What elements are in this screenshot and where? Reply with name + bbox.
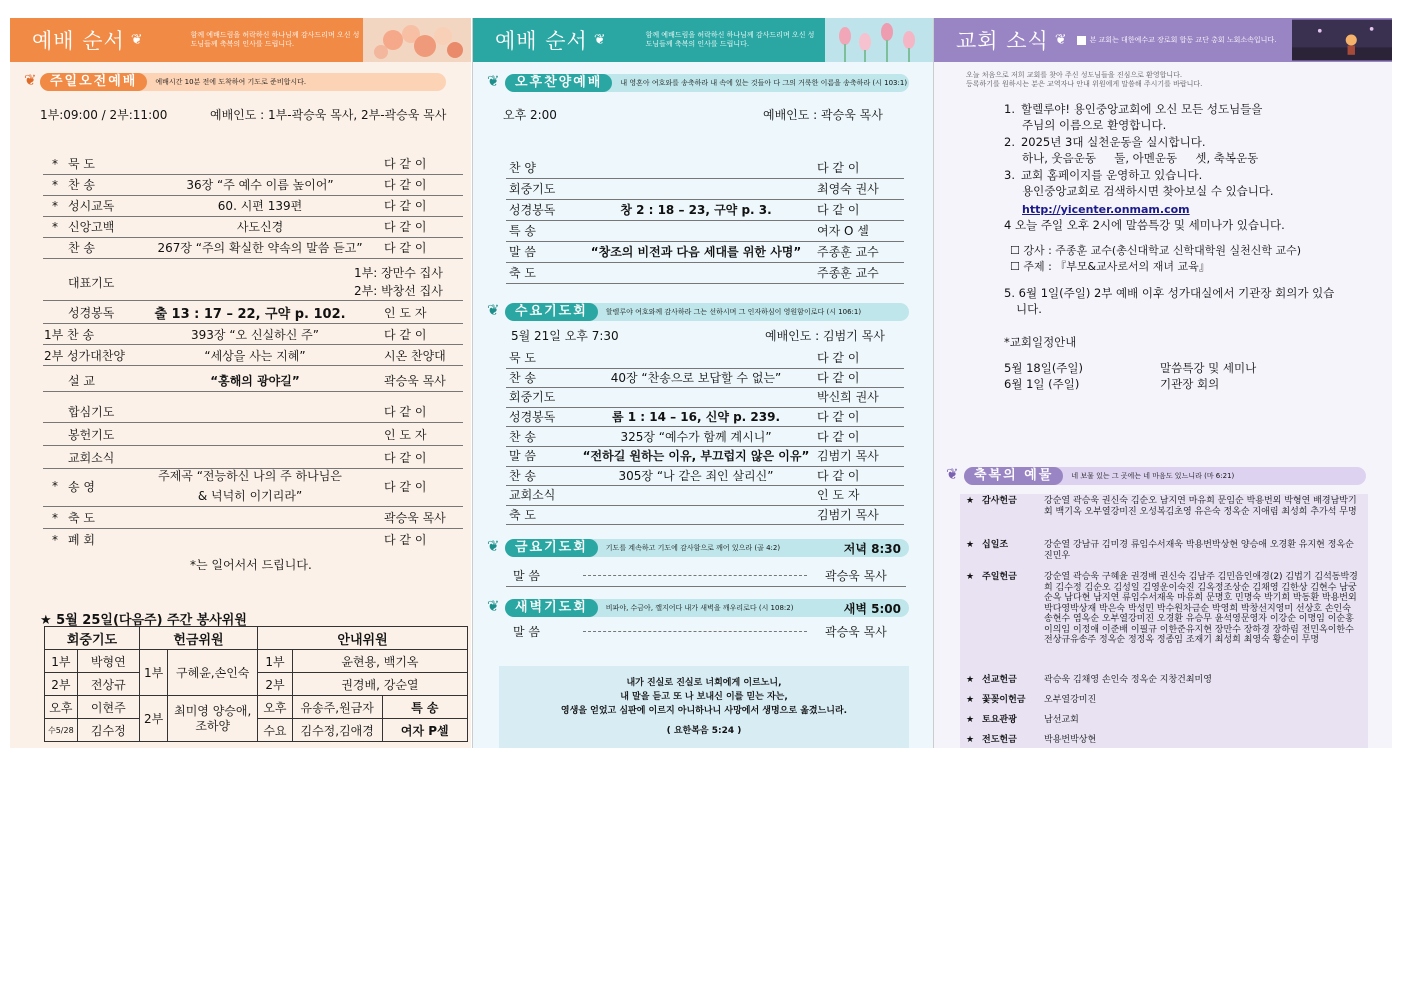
offering-star-icon: ★	[966, 715, 975, 725]
offering-category: 주일헌금	[982, 572, 1017, 582]
verse-reference: ( 요한복음 5:24 )	[666, 726, 742, 736]
order-who: 곽승욱 목사	[825, 568, 887, 583]
order-content: 325장 “예수가 함께 계시니”	[620, 429, 772, 444]
order-item: 축 도	[509, 266, 536, 280]
news-text: 4 오늘 주일 오후 2시에 말씀특강 및 세미나가 있습니다.	[1004, 218, 1285, 232]
offering-star-icon: ★	[966, 572, 975, 582]
section-banner-friday	[505, 539, 909, 557]
order-who: 다 같 이	[384, 220, 427, 234]
news-line	[1004, 135, 1258, 151]
news-text: 할렐루야! 용인중앙교회에 오신 모든 성도님들을	[1020, 102, 1263, 116]
tulip-photo	[825, 18, 933, 62]
order-row	[40, 195, 460, 216]
order-content: “전하길 원하는 이유, 부끄럽지 않은 이유”	[582, 449, 810, 464]
order-item: 성경봉독	[509, 410, 556, 425]
offering-star-icon: ★	[966, 496, 975, 506]
order-item: 대표기도	[68, 275, 115, 290]
service-leader	[765, 327, 885, 344]
order-who: 다 같 이	[384, 178, 427, 192]
stand-mark: *	[52, 198, 58, 213]
order-row	[503, 368, 923, 388]
order-item: 송 영	[68, 479, 95, 494]
schedule-title-text: *교회일정안내	[1004, 335, 1077, 349]
wheat-icon: ❦	[487, 597, 500, 615]
order-who: 다 같 이	[384, 479, 427, 494]
cell: 전상규	[77, 673, 139, 696]
stand-mark: *	[52, 156, 58, 171]
section-banner-offering	[964, 467, 1366, 485]
order-row	[503, 178, 923, 199]
worship-order-panel-morning	[10, 18, 471, 748]
order-content: 40장 “찬송으로 보답할 수 없는”	[610, 370, 782, 385]
leader-text: 예배인도 : 곽승욱 목사	[763, 108, 883, 122]
verse-box	[499, 666, 909, 748]
news-detail: ☐ 주제 : 『부모&교사로서의 재녀 교육』	[1010, 259, 1210, 273]
section-time: 저녁 8:30	[843, 541, 901, 556]
stand-mark: *	[52, 177, 58, 192]
order-who: 인 도 자	[384, 427, 427, 442]
cell: 이현주	[77, 696, 139, 719]
cell: 특 송	[382, 696, 468, 719]
order-content: 305장 “나 같은 죄인 살리신”	[618, 468, 774, 483]
worship-order-panel-afternoon	[472, 18, 933, 748]
order-row	[503, 407, 923, 427]
order-item: 말 씀	[513, 568, 540, 583]
order-item: 합심기도	[68, 404, 115, 419]
song-line-1: 주제곡 “전능하신 나의 주 하나님은	[158, 469, 342, 483]
news-text: 주님의 이름으로 환영합니다.	[1022, 117, 1167, 132]
order-item: 찬 송	[68, 178, 95, 192]
schedule-event: 말씀특강 및 세미나	[1160, 361, 1257, 375]
order-row-close	[40, 529, 460, 550]
offering-category: 십일조	[982, 540, 1009, 550]
service-committee-table	[44, 626, 468, 742]
order-who: 최영숙 권사	[817, 182, 879, 196]
cell: 1부	[258, 650, 293, 673]
service-leader	[763, 106, 883, 123]
wheat-icon: ❦	[130, 32, 143, 48]
section-title: 축복의 예물	[964, 467, 1063, 485]
schedule-title	[1004, 335, 1076, 351]
order-who: 다 같 이	[817, 351, 860, 366]
order-who: 여자 O 셀	[817, 224, 869, 238]
order-who: 다 같 이	[384, 199, 427, 213]
order-item: 봉헌기도	[68, 427, 115, 442]
service-time	[503, 106, 557, 123]
time-text: 오후 2:00	[503, 108, 557, 122]
order-row-benediction	[40, 507, 460, 528]
news-line	[1004, 102, 1262, 118]
section-title: 오후찬양예배	[505, 74, 612, 92]
order-who: 다 같 이	[384, 327, 427, 342]
news-item-4	[1004, 218, 1285, 234]
cell: 2부	[45, 673, 78, 696]
stand-mark: *	[52, 479, 58, 493]
order-row	[503, 348, 923, 368]
order-content: “세상을 사는 지혜”	[204, 348, 306, 363]
cell: 2부	[139, 696, 167, 742]
order-item: 성경봉독	[509, 203, 556, 217]
order-who: 김범기 목사	[817, 508, 879, 523]
order-who: 다 같 이	[817, 429, 860, 444]
order-content: 393장 “오 신실하신 주”	[191, 327, 319, 342]
header-offering: 헌금위원	[139, 627, 257, 650]
order-item: 신앙고백	[68, 220, 115, 234]
service-time	[511, 327, 619, 344]
section-subtitle: 네 보물 있는 그 곳에는 네 마음도 있느니라 (마 6:21)	[1071, 472, 1235, 480]
section-subtitle: 예배시간 10분 전에 도착하여 기도로 준비합시다.	[155, 78, 307, 86]
section-subtitle: 내 영혼아 여호와를 송축하라 내 속에 있는 것들아 다 그의 거룩한 이름을 송축하라 (시 103:1)	[620, 79, 908, 87]
header-usher: 안내위원	[258, 627, 468, 650]
order-row	[503, 505, 923, 525]
order-item: 축 도	[68, 511, 95, 525]
header-prayer: 회중기도	[45, 627, 140, 650]
song-line-2: & 넉넉히 이기리라”	[197, 489, 303, 503]
friday-row	[503, 566, 923, 584]
night-photo	[1292, 18, 1392, 62]
order-row	[503, 220, 923, 241]
news-number: 2.	[1004, 135, 1015, 149]
order-row	[503, 262, 923, 283]
service-time	[40, 106, 167, 123]
cell: 최미영 양승애,조하양	[168, 696, 258, 742]
order-item: 찬 양	[509, 161, 536, 175]
order-row	[40, 400, 460, 422]
offering-names: 박용번박상현	[1044, 735, 1097, 745]
offering-star-icon: ★	[966, 540, 975, 550]
news-url[interactable]	[1022, 202, 1190, 218]
order-who: 다 같 이	[384, 450, 427, 465]
order-who: 인 도 자	[384, 305, 427, 320]
news-text: 교회 홈페이지를 운영하고 있습니다.	[1020, 168, 1203, 182]
cell: 1부	[139, 650, 167, 696]
order-content: “홍해의 광야길”	[210, 373, 300, 388]
order-who: 주종훈 교수	[817, 266, 879, 280]
order-content	[130, 466, 370, 506]
order-row	[40, 446, 460, 468]
order-row-prayer	[40, 264, 460, 300]
order-item: 회중기도	[509, 182, 556, 196]
order-item: 2부 성가대찬양	[44, 348, 126, 363]
order-who: 다 같 이	[817, 468, 860, 483]
cell: 2부	[258, 673, 293, 696]
cell: 권경배, 강순열	[292, 673, 467, 696]
order-item: 1부 찬 송	[44, 327, 95, 342]
order-who: 곽승욱 목사	[825, 624, 887, 639]
cell: 수5/28	[45, 719, 78, 742]
order-row	[503, 199, 923, 220]
order-who: 인 도 자	[817, 488, 860, 503]
dawn-row	[503, 622, 923, 640]
order-item: 교회소식	[68, 450, 115, 465]
news-text: 2025년 3대 실천운동을 실시합니다.	[1020, 135, 1206, 149]
order-row	[503, 387, 923, 407]
order-item: 회중기도	[509, 390, 556, 405]
order-content: 출 13 : 17 – 22, 구약 p. 102.	[154, 306, 346, 322]
intro-line: 등록하기를 원하시는 분은 교역자나 안내 위원에게 말씀해 주시기를 바랍니다.	[966, 80, 1203, 88]
order-row-song	[40, 466, 460, 506]
stand-mark: *	[52, 532, 58, 547]
news-number: 3.	[1004, 168, 1015, 182]
order-item: 묵 도	[68, 157, 95, 171]
section-title: 주일오전예배	[40, 73, 147, 91]
offering-category: 전도헌금	[982, 735, 1017, 745]
cell: 김수정	[77, 719, 139, 742]
order-row-choir2	[40, 345, 460, 365]
order-row	[503, 446, 923, 466]
order-row	[40, 216, 460, 237]
wheat-icon: ❦	[946, 465, 959, 483]
order-row	[503, 466, 923, 486]
news-item-4-detail	[1010, 243, 1301, 274]
leader-text: 예배인도 : 1부-곽승욱 목사, 2부-곽승욱 목사	[210, 108, 447, 122]
offering-names: 오부열강미진	[1044, 695, 1097, 705]
order-who: 다 같 이	[817, 161, 860, 175]
news-detail: ☐ 강사 : 주종훈 교수(총신대학교 신학대학원 실천신학 교수)	[1010, 244, 1302, 257]
wheat-icon: ❦	[487, 301, 500, 319]
news-item	[1004, 135, 1258, 166]
order-who: 주종훈 교수	[817, 245, 879, 259]
order-row	[40, 423, 460, 445]
prayer-who-1: 1부: 장만수 집사	[354, 266, 443, 280]
cell: 유송주,원금자	[292, 696, 382, 719]
order-row	[40, 153, 460, 174]
cell: 오후	[258, 696, 293, 719]
offering-names: 남선교회	[1044, 715, 1079, 725]
panel-header	[473, 18, 933, 62]
news-number: 1.	[1004, 102, 1015, 116]
cell: 구혜윤,손인숙	[168, 650, 258, 696]
order-who: 김범기 목사	[817, 449, 879, 464]
order-item: 찬 송	[509, 468, 536, 483]
wheat-icon: ❦	[24, 71, 37, 89]
order-item: 묵 도	[509, 351, 536, 366]
order-item: 찬 송	[68, 241, 95, 255]
section-banner-wednesday	[505, 303, 909, 321]
note-text: *는 일어서서 드립니다.	[190, 558, 312, 572]
verse-line: 영생을 얻었고 심판에 이르지 아니하나니 사망에서 생명으로 옮겼느니라.	[560, 706, 848, 716]
service-leader	[210, 106, 446, 123]
cell: 박형연	[77, 650, 139, 673]
verse-line: 내 말을 듣고 또 나 보내신 이를 믿는 자는,	[620, 692, 788, 702]
time-text: 1부:09:00 / 2부:11:00	[40, 108, 168, 122]
order-who: 곽승욱 목사	[384, 373, 446, 388]
offering-star-icon: ★	[966, 735, 975, 745]
prayer-who-2: 2부: 박창선 집사	[354, 284, 443, 298]
stand-mark: *	[52, 219, 58, 234]
order-row	[503, 485, 923, 505]
header-title: 예배 순서	[32, 29, 125, 53]
stand-mark: *	[52, 510, 58, 525]
order-row	[40, 237, 460, 258]
section-time: 새벽 5:00	[843, 601, 901, 616]
news-line	[1004, 168, 1274, 184]
offering-star-icon: ★	[966, 675, 975, 685]
order-content: 창 2 : 18 – 23, 구약 p. 3.	[620, 203, 772, 217]
schedule-date: 6월 1일 (주일)	[1004, 377, 1080, 391]
leader-text: 예배인도 : 김범기 목사	[765, 329, 885, 343]
section-banner-morning	[40, 73, 446, 91]
order-who: 다 같 이	[384, 241, 427, 255]
order-row-choir1	[40, 324, 460, 344]
offering-names: 곽승욱 김채영 손인숙 정옥순 지창건최미영	[1044, 675, 1212, 685]
order-item: 성경봉독	[68, 305, 115, 320]
cell: 윤현용, 백기옥	[292, 650, 467, 673]
header-subtitle: 함께 예배드림을 허락하신 하나님께 감사드리며 오신 성도님들께 축복의 인사를 드립니다.	[190, 31, 360, 48]
offering-names: 강순열 곽승욱 권신숙 김순오 남지연 마유희 문임순 박용번외 박형연 배경남박기회 백기옥 오부열강미진 오성복김초영 유은숙 정옥순 지애림 최성희 추가석 무명	[1044, 496, 1357, 517]
order-item: 설 교	[68, 373, 95, 388]
order-item: 특 송	[509, 224, 536, 238]
offering-category: 토요관광	[982, 715, 1017, 725]
order-content: 사도신경	[236, 220, 284, 234]
order-row	[503, 157, 923, 178]
order-who: 다 같 이	[817, 410, 860, 425]
church-logo-icon	[1077, 36, 1086, 45]
news-text: 하나, 웃음운동 둘, 아멘운동 셋, 축복운동	[1022, 150, 1259, 165]
intro-line: 오늘 처음으로 저희 교회를 찾아 주신 성도님들을 진심으로 환영합니다.	[966, 71, 1183, 79]
header-title: 예배 순서	[495, 29, 588, 53]
section-subtitle: 비파야, 수금아, 깰지어다 내가 새벽을 깨우리로다 (시 108:2)	[605, 604, 794, 612]
order-item: 말 씀	[509, 449, 536, 464]
order-content: 롬 1 : 14 – 16, 신약 p. 239.	[611, 410, 781, 425]
order-item: 교회소식	[509, 488, 556, 503]
header-subtitle: 본 교회는 대한예수교 장로회 합동 교단 총회 노회소속입니다.	[1089, 35, 1277, 44]
order-item: 말 씀	[509, 245, 536, 259]
order-row	[503, 426, 923, 446]
wheat-icon: ❦	[487, 72, 500, 90]
header-title: 교회 소식	[956, 29, 1049, 53]
church-news-panel	[933, 18, 1392, 748]
panel-header	[10, 18, 471, 62]
news-item	[1004, 102, 1262, 133]
intro-text	[966, 71, 1202, 89]
offering-category: 꽃꽂이헌금	[982, 695, 1026, 705]
order-content: 60. 시편 139편	[217, 199, 303, 213]
wheat-icon: ❦	[1054, 32, 1067, 48]
order-who: 시온 찬양대	[384, 348, 446, 363]
schedule-date: 5월 18일(주일)	[1004, 361, 1084, 375]
news-text: 니다.	[1016, 301, 1042, 316]
stand-note	[190, 556, 312, 573]
time-text: 5월 21일 오후 7:30	[511, 329, 619, 343]
flower-photo	[363, 18, 471, 62]
wheat-icon: ❦	[593, 32, 606, 48]
verse-line: 내가 진실로 진실로 너희에게 이르노니,	[626, 678, 782, 688]
news-item	[1004, 168, 1274, 199]
section-title: 수요기도회	[505, 303, 598, 321]
header-subtitle: 함께 예배드림을 허락하신 하나님께 감사드리며 오신 성도님들께 축복의 인사를 드립니다.	[645, 31, 815, 48]
order-content: 36장 “주 예수 이름 높이어”	[186, 178, 334, 192]
order-row	[503, 241, 923, 262]
cell: 오후	[45, 696, 78, 719]
offering-names: 강순열 곽승욱 구혜윤 권경배 권신숙 김남주 김민음인애경(2) 김법기 김석동박경희 김수정 김순오 김성일 김영운이숙진 김옥정조상순 김채영 김한상 김현수 남궁순옥 남다현 남지연 류임수서재욱 마유희 문명호 민명숙 박기희 박동환 박용번외 박다영박상재 박은숙 박성민 박수원차금순 박영희 박창선지영미 선상호 손인숙 송현수 염옥순 오부열강미진 오경환 유승무 윤석영문영자 이강순 이명임 이순홍 이의임 이정애 이준배 이필규 이한준유지현 장만수 장하경 장하림 전민옥이한수 전상규유송주 정옥순 정정옥 정종임 조재기 최성희 최영숙 황순이 무명	[1044, 572, 1358, 645]
order-who: 다 같 이	[817, 203, 860, 217]
order-item: 축 도	[509, 508, 536, 523]
section-title: 금요기도회	[505, 539, 598, 557]
cell: 1부	[45, 650, 78, 673]
panel-header	[934, 18, 1392, 62]
news-text: 5. 6월 1일(주일) 2부 예배 이후 성가대실에서 기관장 회의가 있습	[1004, 286, 1335, 300]
order-item: 찬 송	[509, 370, 536, 385]
order-item: 성시교독	[68, 199, 115, 213]
order-who: 곽승욱 목사	[384, 511, 446, 525]
offering-names: 강순열 강남규 김미경 류임수서재욱 박용번박상현 양승애 오경환 유지현 정옥순 진민우	[1044, 540, 1354, 561]
committee-title-text: ★ 5월 25일(다음주) 주간 봉사위원	[40, 613, 247, 628]
order-who	[354, 264, 443, 300]
cell: 수요	[258, 719, 293, 742]
offering-category: 감사헌금	[982, 496, 1017, 506]
section-subtitle: 기도를 계속하고 기도에 감사함으로 깨어 있으라 (골 4:2)	[605, 544, 781, 552]
order-who: 다 같 이	[384, 404, 427, 419]
section-title: 새벽기도회	[505, 599, 598, 617]
section-banner-afternoon	[505, 74, 909, 92]
order-who: 박신희 권사	[817, 390, 879, 405]
order-who: 다 같 이	[817, 370, 860, 385]
offering-category: 선교헌금	[982, 675, 1017, 685]
schedule-event: 기관장 회의	[1160, 377, 1220, 391]
order-row	[40, 174, 460, 195]
wheat-icon: ❦	[487, 537, 500, 555]
order-row-sermon	[40, 369, 460, 391]
section-banner-dawn	[505, 599, 909, 617]
order-content: “창조의 비전과 다음 세대를 위한 사명”	[590, 245, 802, 259]
news-text: 용인중앙교회로 검색하시면 찾아보실 수 있습니다.	[1022, 183, 1274, 198]
cell: 여자 P셀	[382, 719, 468, 742]
news-item-5	[1004, 286, 1334, 317]
order-who: 다 같 이	[384, 533, 427, 547]
order-content: 267장 “주의 확실한 약속의 말씀 듣고”	[157, 241, 363, 255]
offering-star-icon: ★	[966, 695, 975, 705]
order-item: 찬 송	[509, 429, 536, 444]
order-item: 폐 회	[68, 533, 95, 547]
order-item: 말 씀	[513, 624, 540, 639]
order-row-reading	[40, 301, 460, 323]
section-subtitle: 할렐루야 여호와께 감사하라 그는 선하시며 그 인자하심이 영원함이로다 (시 106:1)	[605, 308, 862, 316]
order-who: 다 같 이	[384, 157, 427, 171]
cell: 김수정,김애경	[292, 719, 382, 742]
url-link[interactable]: http://yicenter.onmam.com	[1022, 203, 1190, 216]
